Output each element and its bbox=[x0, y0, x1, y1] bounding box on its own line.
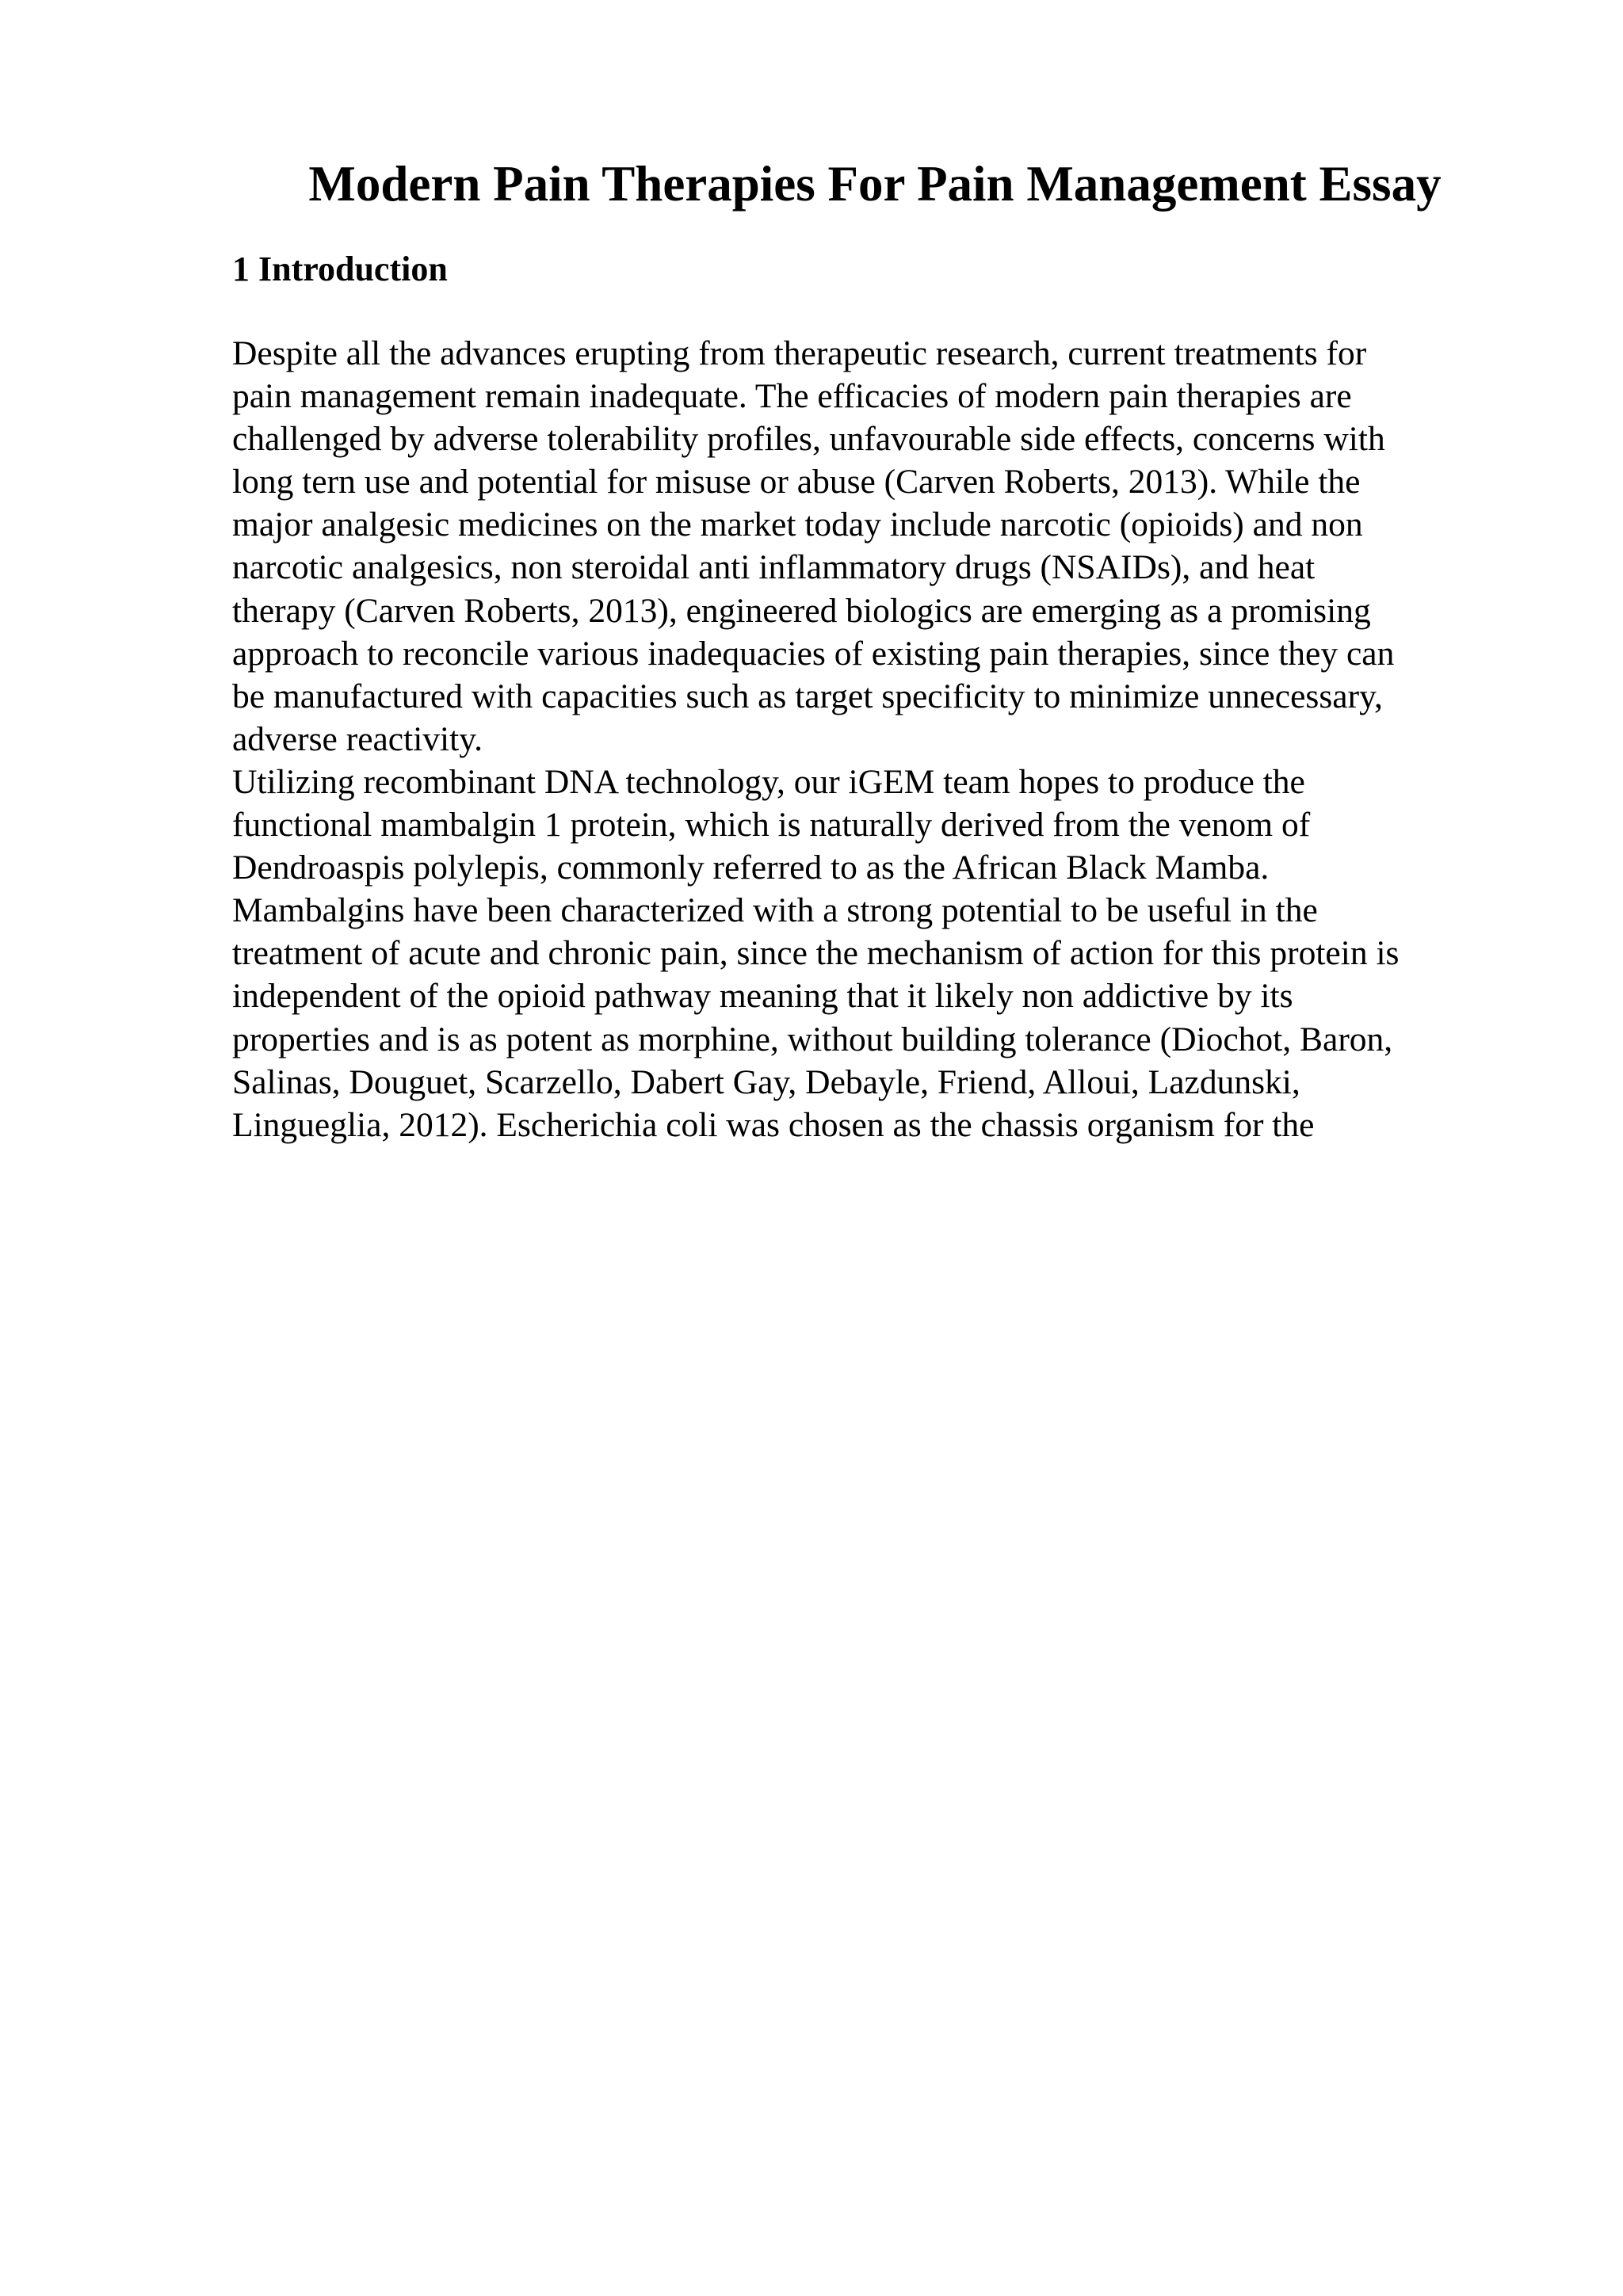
text-line: Mambalgins have been characterized with a strong potential to be useful in the bbox=[232, 891, 1318, 930]
text-line: Despite all the advances erupting from therapeutic research, current treatments for bbox=[232, 334, 1367, 372]
text-line: functional mambalgin 1 protein, which is naturally derived from the venom of bbox=[232, 806, 1311, 845]
text-line: challenged by adverse tolerability profiles, unfavourable side effects, concerns with bbox=[232, 420, 1385, 459]
text-line: properties and is as potent as morphine, without building tolerance (Diochot, Baron, bbox=[232, 1020, 1393, 1058]
text-line: Dendroaspis polylepis, commonly referred to as the African Black Mamba. bbox=[232, 849, 1270, 887]
section-heading: 1 Introduction bbox=[232, 250, 448, 288]
document-title: Modern Pain Therapies For Pain Management Essay bbox=[308, 156, 1442, 212]
text-line: pain management remain inadequate. The efficacies of modern pain therapies are bbox=[232, 377, 1352, 416]
text-line: adverse reactivity. bbox=[232, 719, 483, 758]
text-line: independent of the opioid pathway meaning that it likely non addictive by its bbox=[232, 977, 1293, 1016]
text-line: approach to reconcile various inadequacies of existing pain therapies, since they can bbox=[232, 634, 1395, 673]
text-line: therapy (Carven Roberts, 2013), engineered biologics are emerging as a promising bbox=[232, 591, 1371, 630]
text-line: Salinas, Douguet, Scarzello, Dabert Gay, Debayle, Friend, Alloui, Lazdunski, bbox=[232, 1062, 1300, 1101]
text-line: long tern use and potential for misuse or abuse (Carven Roberts, 2013). While the bbox=[232, 463, 1361, 502]
text-line: Lingueglia, 2012). Escherichia coli was chosen as the chassis organism for the bbox=[232, 1105, 1315, 1144]
text-line: narcotic analgesics, non steroidal anti inflammatory drugs (NSAIDs), and heat bbox=[232, 548, 1316, 587]
text-line: be manufactured with capacities such as target specificity to minimize unnecessary, bbox=[232, 677, 1383, 715]
text-line: Utilizing recombinant DNA technology, our iGEM team hopes to produce the bbox=[232, 762, 1305, 801]
text-line: major analgesic medicines on the market today include narcotic (opioids) and non bbox=[232, 505, 1363, 544]
body-text bbox=[232, 332, 1500, 1146]
text-line: treatment of acute and chronic pain, since the mechanism of action for this protein is bbox=[232, 934, 1400, 973]
